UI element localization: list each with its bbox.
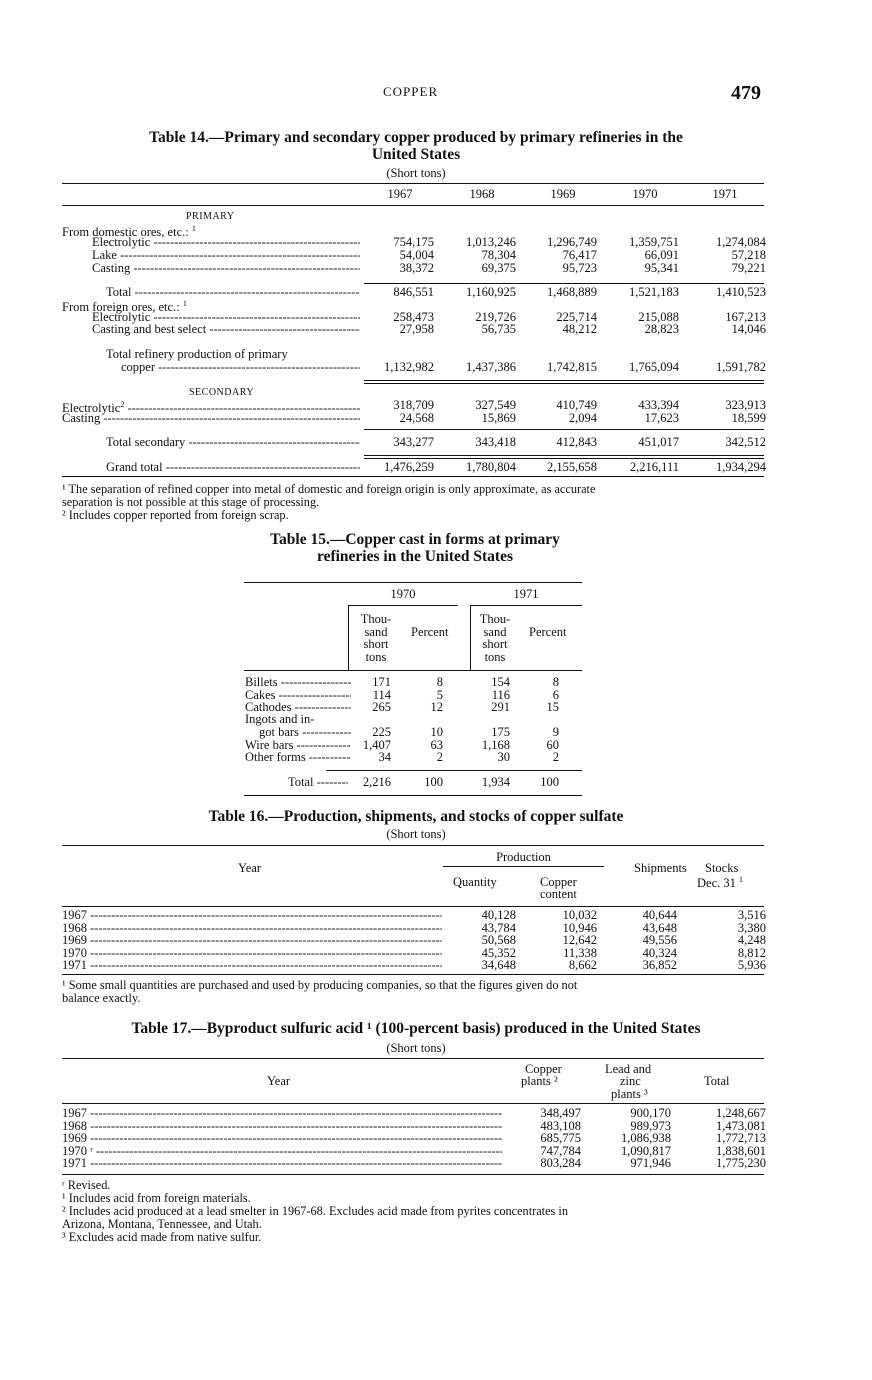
table17-cell: 1,248,667	[716, 1106, 766, 1120]
table15-col-percent-1: Percent	[529, 625, 567, 639]
table15-year-1970: 1970	[390, 587, 416, 601]
table16-cell: 34,648	[481, 958, 516, 973]
table14-row-total-primary-label: copper -----	[121, 361, 360, 374]
table14-row-secondary-1-value: 15,869	[481, 411, 516, 425]
table14-row-secondary-0-value: 327,549	[475, 398, 516, 412]
table14-row-domestic-2-value: 38,372	[399, 261, 434, 275]
table14-col-1971: 1971	[712, 187, 738, 201]
table14-col-1969: 1969	[550, 187, 576, 201]
table15-cell: 225	[372, 725, 391, 739]
table14-row-foreign-1-value: 48,212	[562, 322, 597, 336]
table15-cell: 114	[372, 688, 391, 702]
table16-cell: 3,516	[737, 908, 766, 922]
table14-row-domestic-0-value: 1,013,246	[466, 235, 516, 249]
table17-row-year: 1967 -----	[62, 1107, 502, 1120]
table14-row-secondary-0-value: 410,749	[556, 398, 597, 412]
table17-row-year: 1970 ʳ -----	[62, 1145, 502, 1158]
table14-row-total-secondary-label: Total secondary -----	[106, 436, 360, 449]
table16-cell: 43,648	[642, 920, 677, 935]
table15-total-cell: 1,934	[481, 775, 510, 789]
table14-row-foreign-0-value: 258,473	[393, 310, 434, 324]
table14-row-secondary-1-value: 18,599	[731, 411, 766, 425]
table17-footnote: ³ Excludes acid made from native sulfur.	[62, 1230, 262, 1244]
table15-col-tons-0: sand	[364, 624, 388, 639]
table16-subtitle: (Short tons)	[386, 827, 446, 841]
table16-row-year: 1969 -----	[62, 934, 442, 947]
table14-col-1968: 1968	[469, 187, 495, 201]
table14-row-domestic-2-label: Casting -----	[92, 262, 360, 275]
table17-cell: 971,946	[630, 1156, 671, 1171]
table16-cell: 4,248	[737, 933, 766, 948]
table16-cell: 40,128	[481, 908, 516, 922]
table15-row-label: Wire bars -----	[245, 739, 351, 752]
table15-col-tons-1: Thou-	[479, 612, 511, 626]
table16-cell: 50,568	[481, 933, 516, 948]
table14-row-total-secondary-value: 343,418	[475, 435, 516, 449]
table14-footnotes: ¹ The separation of refined copper into metal of domestic and foreign origin is only approximate, as accurate separation is not possible at this stage of processing. ² Includes copper reported from foreign scrap.	[62, 482, 596, 522]
table16-cell: 43,784	[481, 920, 516, 935]
table15-total-cell: 100	[540, 775, 559, 789]
table15-col-tons-0: tons	[365, 649, 387, 664]
table14-col-1967: 1967	[387, 187, 413, 201]
table14-row-secondary-1-value: 2,094	[568, 411, 597, 425]
table17-footnote: ² Includes acid produced at a lead smelter in 1967-68. Excludes acid made from pyrites concentrates in	[62, 1204, 568, 1218]
table16-col-stocks-1: Stocks	[705, 861, 739, 875]
table14-subtitle: (Short tons)	[386, 166, 446, 180]
table15-cell: 34	[378, 750, 391, 764]
foreign-label: From foreign ores, etc.: $^1$	[62, 299, 187, 315]
table16-cell: 40,644	[642, 908, 677, 922]
table17-col-lead-2: zinc	[620, 1074, 641, 1088]
table15-cell: 63	[430, 738, 443, 752]
table14-row-grand-total-label: Grand total -----	[106, 461, 360, 474]
table15-row-label: Billets -----	[245, 676, 351, 689]
table14-row-domestic-total-value: 1,160,925	[466, 285, 516, 299]
table15-title: Table 15.—Copper cast in forms at primary refineries in the United States	[270, 531, 560, 565]
table15-year-1971: 1971	[513, 587, 539, 601]
table15-cell: 1,168	[481, 738, 510, 752]
table14-row-total-primary-value: 1,742,815	[547, 360, 597, 374]
table15-cell: 1,407	[362, 738, 391, 752]
table15-row-label: Cathodes -----	[245, 701, 351, 714]
table16-col-year: Year	[238, 861, 262, 875]
table14-row-secondary-0-value: 323,913	[725, 398, 766, 412]
table17-title: Table 17.—Byproduct sulfuric acid ¹ (100-percent basis) produced in the United States	[131, 1020, 701, 1037]
table14-row-domestic-1-label: Lake -----	[92, 249, 360, 262]
table14-row-total-primary-value: 1,765,094	[629, 360, 679, 374]
table15-cell: 116	[491, 688, 510, 702]
primary-section-label: PRIMARY	[186, 211, 235, 222]
table16-row-year: 1970 -----	[62, 947, 442, 960]
table17-cell: 1,838,601	[716, 1143, 766, 1158]
table14-row-secondary-1-value: 17,623	[644, 411, 679, 425]
table14-row-secondary-0-value: 318,709	[393, 398, 434, 412]
table14-row-domestic-0-label: Electrolytic -----	[92, 236, 360, 249]
table14-row-domestic-2-value: 95,723	[562, 261, 597, 275]
running-title: COPPER	[383, 84, 439, 99]
table17-col-lead-1: Lead and	[605, 1062, 652, 1076]
table14-row-domestic-0-value: 1,359,751	[629, 235, 679, 249]
table15-col-tons-1: short	[482, 637, 508, 652]
table14-title: Table 14.—Primary and secondary copper produced by primary refineries in the United States	[149, 129, 683, 163]
table15-cell: 291	[491, 700, 510, 714]
table15-col-percent-0: Percent	[411, 625, 449, 639]
table16-cell: 8,812	[737, 945, 766, 960]
table16-col-copper-1: Copper	[540, 875, 577, 889]
table15-cell: 2	[552, 750, 559, 764]
table15-cell: 8	[436, 675, 443, 689]
table14-row-domestic-1-value: 57,218	[731, 248, 766, 262]
table14-row-domestic-1-value: 76,417	[562, 248, 597, 262]
table16-col-copper-2: content	[540, 887, 577, 901]
table15-cell: 15	[546, 700, 559, 714]
table14-row-grand-total-value: 1,780,804	[466, 460, 516, 474]
table16-cell: 8,662	[568, 958, 597, 973]
table14-row-domestic-total-value: 846,551	[393, 285, 434, 299]
table15-cell: 30	[497, 750, 510, 764]
table17-cell: 1,775,230	[716, 1156, 766, 1171]
table14-row-grand-total-value: 1,934,294	[716, 460, 766, 474]
table14-row-total-secondary-value: 412,843	[556, 435, 597, 449]
table15-cell: 175	[491, 725, 510, 739]
table16-cell: 45,352	[481, 945, 516, 960]
table15-cell: 265	[372, 700, 391, 714]
table15-cell: 154	[491, 675, 510, 689]
table16-col-production: Production	[496, 850, 551, 864]
table16-col-quantity: Quantity	[453, 875, 497, 889]
table17-footnote: ʳ Revised.	[62, 1178, 111, 1192]
table17-cell: 900,170	[630, 1106, 671, 1120]
table16-row-year: 1968 -----	[62, 922, 442, 935]
table14-row-total-secondary-value: 451,017	[638, 435, 679, 449]
table15-total-cell: 100	[424, 775, 443, 789]
table16-cell: 10,946	[562, 920, 597, 935]
table15-cell: 10	[430, 725, 443, 739]
table14-row-foreign-1-label: Casting and best select -----	[92, 323, 360, 336]
table14-row-grand-total-value: 2,216,111	[629, 460, 679, 474]
table17-row-year: 1969 -----	[62, 1132, 502, 1145]
table14-row-secondary-0-label: Electrolytic$^2$ -----	[62, 399, 360, 415]
table17-footnote: Arizona, Montana, Tennessee, and Utah.	[62, 1217, 262, 1231]
table15-cell: 6	[552, 688, 559, 702]
table14-row-total-secondary-value: 343,277	[393, 435, 434, 449]
total-primary-label: Total refinery production of primary	[106, 347, 288, 361]
table14-row-grand-total-value: 1,476,259	[384, 460, 434, 474]
table16-row-year: 1967 -----	[62, 909, 442, 922]
table17-cell: 1,473,081	[716, 1118, 766, 1133]
table16-cell: 36,852	[642, 958, 677, 973]
table15-row-label: Cakes -----	[245, 689, 351, 702]
table16-cell: 5,936	[737, 958, 766, 973]
table15-row-label: Other forms -----	[245, 751, 351, 764]
table17-footnote: ¹ Includes acid from foreign materials.	[62, 1191, 251, 1205]
table14-row-domestic-total-value: 1,468,889	[547, 285, 597, 299]
table17-row-year: 1971 -----	[62, 1157, 502, 1170]
table17-col-year: Year	[267, 1074, 291, 1088]
table17-cell: 1,090,817	[621, 1143, 671, 1158]
table14-row-domestic-0-value: 1,296,749	[547, 235, 597, 249]
table17-cell: 747,784	[540, 1143, 581, 1158]
table17-cell: 803,284	[540, 1156, 581, 1171]
table15-col-tons-0: short	[363, 637, 389, 652]
table14-row-secondary-1-value: 24,568	[399, 411, 434, 425]
table17-cell: 685,775	[540, 1131, 581, 1146]
table14-row-domestic-total-value: 1,410,523	[716, 285, 766, 299]
table17-col-total: Total	[704, 1074, 730, 1088]
table16-footnote: ¹ Some small quantities are purchased and used by producing companies, so that the figures given do not balance exactly.	[62, 978, 578, 1005]
table14-row-foreign-0-value: 225,714	[556, 310, 597, 324]
table17-cell: 1,772,713	[716, 1131, 766, 1146]
table14-row-total-primary-value: 1,437,386	[466, 360, 516, 374]
table14-row-secondary-1-label: Casting -----	[62, 412, 360, 425]
secondary-section-label: SECONDARY	[189, 387, 255, 398]
table17-cell: 483,108	[540, 1118, 581, 1133]
table15-col-tons-0: Thou-	[360, 612, 392, 626]
table14-row-foreign-0-value: 215,088	[638, 310, 679, 324]
table15-cell: 171	[372, 675, 391, 689]
table16-cell: 12,642	[562, 933, 597, 948]
table14-row-domestic-0-value: 754,175	[393, 235, 434, 249]
table15-cell: 2	[436, 750, 443, 764]
table17-cell: 348,497	[540, 1106, 581, 1120]
table14-row-domestic-1-value: 54,004	[399, 248, 434, 262]
table14-row-total-primary-value: 1,132,982	[384, 360, 434, 374]
table15-cell: 9	[552, 725, 559, 739]
table15-total-label: Total -----	[288, 776, 348, 789]
table16-cell: 40,324	[642, 945, 677, 960]
table17-cell: 1,086,938	[621, 1131, 671, 1146]
table17-subtitle: (Short tons)	[386, 1041, 446, 1055]
table14-row-total-secondary-value: 342,512	[725, 435, 766, 449]
table14-row-total-primary-value: 1,591,782	[716, 360, 766, 374]
table16-cell: 49,556	[642, 933, 677, 948]
table16-cell: 3,380	[737, 920, 766, 935]
page-number: 479	[731, 82, 761, 104]
table15-total-cell: 2,216	[362, 775, 391, 789]
table14-row-foreign-1-value: 27,958	[399, 322, 434, 336]
table14-row-domestic-2-value: 69,375	[481, 261, 516, 275]
table14-row-domestic-total-label: Total -----	[106, 286, 360, 299]
table14-row-foreign-1-value: 14,046	[731, 322, 766, 336]
table15-cell: 60	[546, 738, 559, 752]
table14-row-domestic-2-value: 79,221	[731, 261, 766, 275]
table14-row-foreign-1-value: 28,823	[644, 322, 679, 336]
table14-row-foreign-0-value: 167,213	[725, 310, 766, 324]
table15-col-tons-1: sand	[483, 624, 507, 639]
table14-col-1970: 1970	[632, 187, 658, 201]
table14-row-grand-total-value: 2,155,658	[547, 460, 597, 474]
table16-col-shipments: Shipments	[634, 861, 687, 875]
table17-footnotes	[62, 1179, 772, 1244]
table14-row-domestic-0-value: 1,274,084	[716, 235, 766, 249]
table14-row-domestic-1-value: 78,304	[481, 248, 516, 262]
table17-col-copper-1: Copper	[525, 1062, 562, 1076]
table15-cell: 5	[436, 688, 443, 702]
table16-title: Table 16.—Production, shipments, and stocks of copper sulfate	[208, 808, 624, 825]
table16-col-stocks-2: Dec. 31 $^1$	[697, 875, 743, 891]
table14-row-domestic-total-value: 1,521,183	[629, 285, 679, 299]
table17-cell: 989,973	[630, 1118, 671, 1133]
table16-cell: 11,338	[563, 945, 597, 960]
table14-row-foreign-0-value: 219,726	[475, 310, 516, 324]
table17-row-year: 1968 -----	[62, 1120, 502, 1133]
table17-col-lead-3: plants ³	[611, 1087, 648, 1101]
table17-col-copper-2: plants ²	[521, 1074, 558, 1088]
domestic-label: From domestic ores, etc.: $^1$	[62, 224, 196, 240]
table15-row-label2: got bars -----	[259, 726, 351, 739]
table15-col-tons-1: tons	[484, 649, 506, 664]
table14-row-domestic-2-value: 95,341	[644, 261, 679, 275]
table15-row-label: Ingots and in-	[245, 712, 315, 727]
table15-cell: 12	[430, 700, 443, 714]
table16-row-year: 1971 -----	[62, 959, 442, 972]
table14-row-secondary-0-value: 433,394	[638, 398, 679, 412]
table14-row-foreign-1-value: 56,735	[481, 322, 516, 336]
table14-row-domestic-1-value: 66,091	[644, 248, 679, 262]
table16-cell: 10,032	[562, 908, 597, 922]
table15-cell: 8	[552, 675, 559, 689]
table14-row-foreign-0-label: Electrolytic -----	[92, 311, 360, 324]
